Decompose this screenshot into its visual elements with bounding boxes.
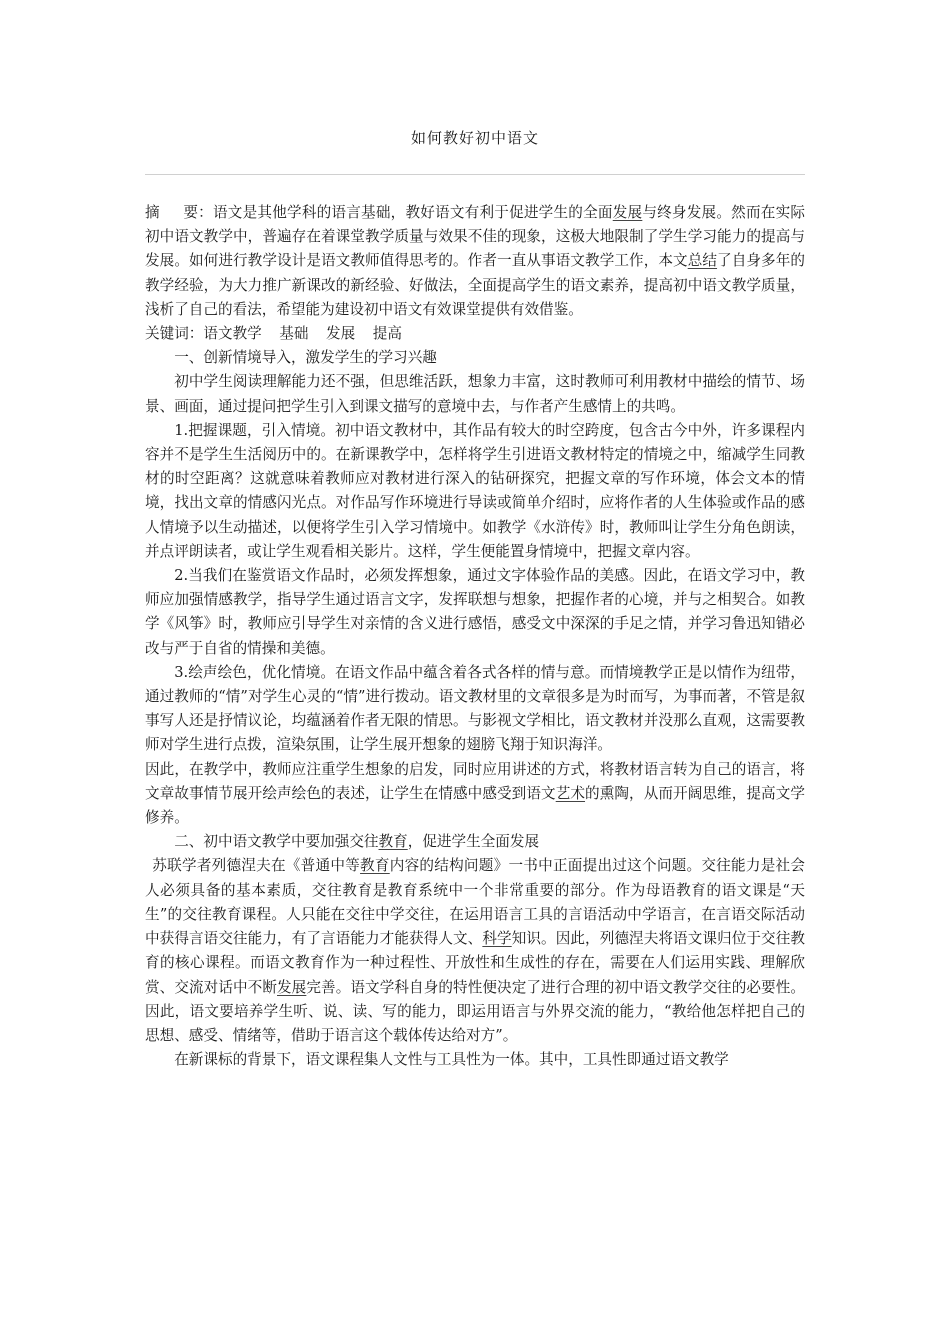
para-text-4: 完善。语文学科自身的特性便决定了进行合理的初中语文教学交往的必要性。因此，语文要培养学生听、说、读、写的能力，即运用语言与外界交流的能力，“教给他怎样把自己的思想、感受、情绪等，借助于语言这个载体传达给对方”。 — [145, 978, 805, 1044]
section-2-paragraph-1 — [145, 854, 805, 1048]
link-summary[interactable]: 总结 — [687, 252, 718, 270]
para-text-1: 苏联学者列德涅夫在《普通中等 — [152, 857, 361, 875]
abstract-label-second: 要： — [183, 204, 213, 221]
abstract-label-first: 摘 — [145, 204, 160, 221]
keywords-line — [145, 322, 805, 346]
section-2-heading-text-1: 二、初中语文教学中要加强交往 — [174, 833, 379, 851]
closing-text-1: 因此，在教学中，教师应注重学生想象的启发，同时应用讲述的方式，将教材语言转为自己的语言，将文章故事情节展开绘声绘色的表述，让学生在情感中感受到语文 — [145, 760, 805, 802]
abstract-text-2: 与终身发展。然而在实际初中语文教学中，普遍存在着课堂教学质量与效果不佳的现象，这极大地限制了学生学习能力的提高与发展。如何进行教学设计是语文教师值得思考的。作者一直从事语文教学工作，本文 — [145, 204, 805, 270]
section-1-item-3: 3.绘声绘色，优化情境。在语文作品中蕴含着各式各样的情与意。而情境教学正是以情作为纽带，通过教师的“情”对学生心灵的“情”进行拨动。语文教材里的文章很多是为时而写，为事而著，不管是叙事写人还是抒情议论，均蕴涵着作者无限的情思。与影视文学相比，语文教材并没那么直观，这需要教师对学生进行点拨，渲染氛围，让学生展开想象的翅膀飞翔于知识海洋。 — [145, 663, 805, 754]
section-1-heading: 一、创新情境导入，激发学生的学习兴趣 — [174, 349, 437, 367]
link-education[interactable]: 教育 — [378, 833, 408, 851]
keyword: 提高 — [372, 325, 402, 343]
section-2-heading-text-2: ，促进学生全面发展 — [407, 833, 540, 851]
link-art[interactable]: 艺术 — [555, 784, 586, 802]
title-divider — [145, 174, 805, 175]
abstract-text-3: 了自身多年的教学经验，为大力推广新课改的新经验、好做法，全面提高学生的语文素养，提高初中语文教学质量，浅析了自己的看法，希望能为建设初中语文有效课堂提供有效借鉴。 — [145, 252, 805, 318]
keyword: 基础 — [279, 325, 309, 343]
section-2-heading — [145, 830, 805, 854]
keywords-label: 关键词： — [145, 325, 204, 343]
document-title: 如何教好初中语文 — [410, 129, 539, 147]
document-body — [145, 201, 805, 1072]
section-1-intro: 初中学生阅读理解能力还不强，但思维活跃，想象力丰富，这时教师可利用教材中描绘的情节、场景、画面，通过提问把学生引入到课文描写的意境中去，与作者产生感情上的共鸣。 — [145, 373, 805, 415]
section-1-item-2: 2.当我们在鉴赏语文作品时，必须发挥想象，通过文字体验作品的美感。因此，在语文学习中，教师应加强情感教学，指导学生通过语言文字，发挥联想与想象，把握作者的心境，并与之相契合。如教学《风筝》时，教师应引导学生对亲情的含义进行感悟，感受文中深深的手足之情，并学习鲁迅知错必改与严于自省的情操和美德。 — [145, 567, 805, 657]
abstract-text-1: 语文是其他学科的语言基础，教好语文有利于促进学生的全面 — [213, 204, 613, 221]
link-science[interactable]: 科学 — [482, 930, 512, 948]
link-development[interactable]: 发展 — [277, 978, 307, 996]
link-education[interactable]: 教育 — [360, 857, 390, 875]
link-development[interactable]: 发展 — [612, 204, 643, 221]
keyword: 发展 — [326, 325, 356, 343]
section-1-closing — [145, 758, 805, 831]
closing-text-2: 的熏陶，从而开阔思维，提高文学修养。 — [145, 784, 805, 827]
para-text-2: 内容的结构问题》一书中正面提出过这个问题。交往能力是社会人必须具备的基本素质，交往教育是教育系统中一个非常重要的部分。作为母语教育的语文课是“天生”的交往教育课程。人只能在交往中学交往，在运用语言工具的言语活动中学语言，在言语交际活动中获得言语交往能力，有了言语能力才能获得人文、 — [145, 857, 805, 948]
keyword: 语文教学 — [203, 325, 262, 343]
para-text-3: 知识。因此，列德涅夫将语文课归位于交往教育的核心课程。而语文教育作为一种过程性、开放性和生成性的存在，需要在人们运用实践、理解欣赏、交流对话中不断 — [145, 930, 805, 996]
abstract-paragraph — [145, 201, 805, 322]
section-1-item-1: 1.把握课题，引入情境。初中语文教材中，其作品有较大的时空跨度，包含古今中外，许多课程内容并不是学生生活阅历中的。在新课教学中，怎样将学生引进语文教材特定的情境之中，缩减学生同教材的时空距离？这就意味着教师应对教材进行深入的钻研探究，把握文章的写作环境，体会文本的情境，找出文章的情感闪光点。对作品写作环境进行导读或简单介绍时，应将作者的人生体验或作品的感人情境予以生动描述，以便将学生引入学习情境中。如教学《水浒传》时，教师叫让学生分角色朗读，并点评朗读者，或让学生观看相关影片。这样，学生便能置身情境中，把握文章内容。 — [145, 421, 805, 560]
section-2-paragraph-2: 在新课标的背景下，语文课程集人文性与工具性为一体。其中，工具性即通过语文教学 — [174, 1051, 729, 1069]
